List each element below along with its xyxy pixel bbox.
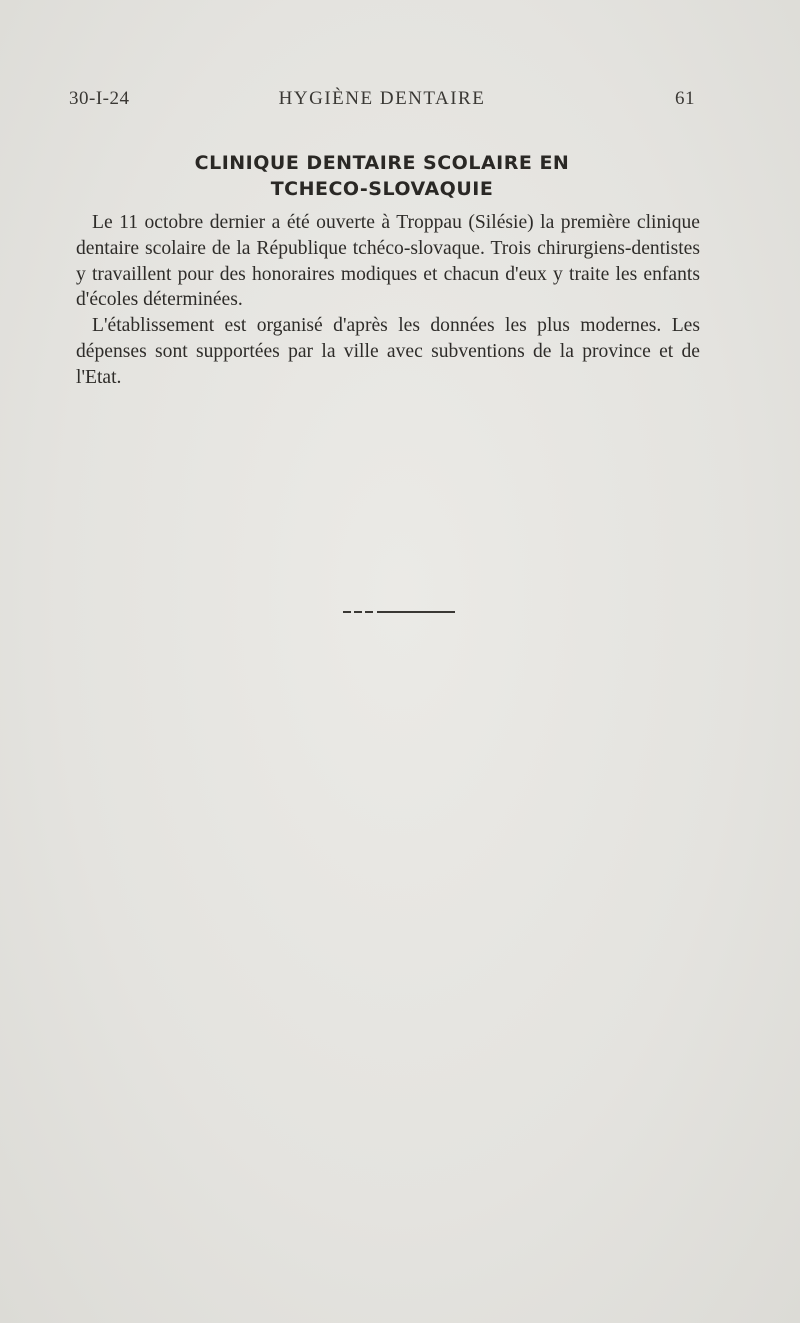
header-running-title: HYGIÈNE DENTAIRE — [278, 88, 486, 109]
article-title — [69, 150, 695, 202]
section-end-rule — [343, 611, 455, 613]
running-header — [69, 88, 695, 118]
article-paragraph-2: L'établissement est organisé d'après les données les plus modernes. Les dépenses sont supportées par la ville avec subventions de la province et de l'Etat. — [76, 315, 700, 388]
header-date: 30-I-24 — [69, 88, 130, 109]
header-page-number: 61 — [675, 88, 695, 109]
article-title-line-1: CLINIQUE DENTAIRE SCOLAIRE EN — [194, 152, 570, 174]
article-paragraph-1: Le 11 octobre dernier a été ouverte à Troppau (Silésie) la première clinique dentaire scolaire de la République tchéco-slovaque. Trois chirurgiens-dentistes y travaillent pour des honoraires modiques et chacun d'eux y traite les enfants d'écoles déterminées. — [76, 212, 700, 311]
article-body — [76, 210, 700, 391]
article-title-line-2: TCHECO-SLOVAQUIE — [270, 178, 494, 200]
